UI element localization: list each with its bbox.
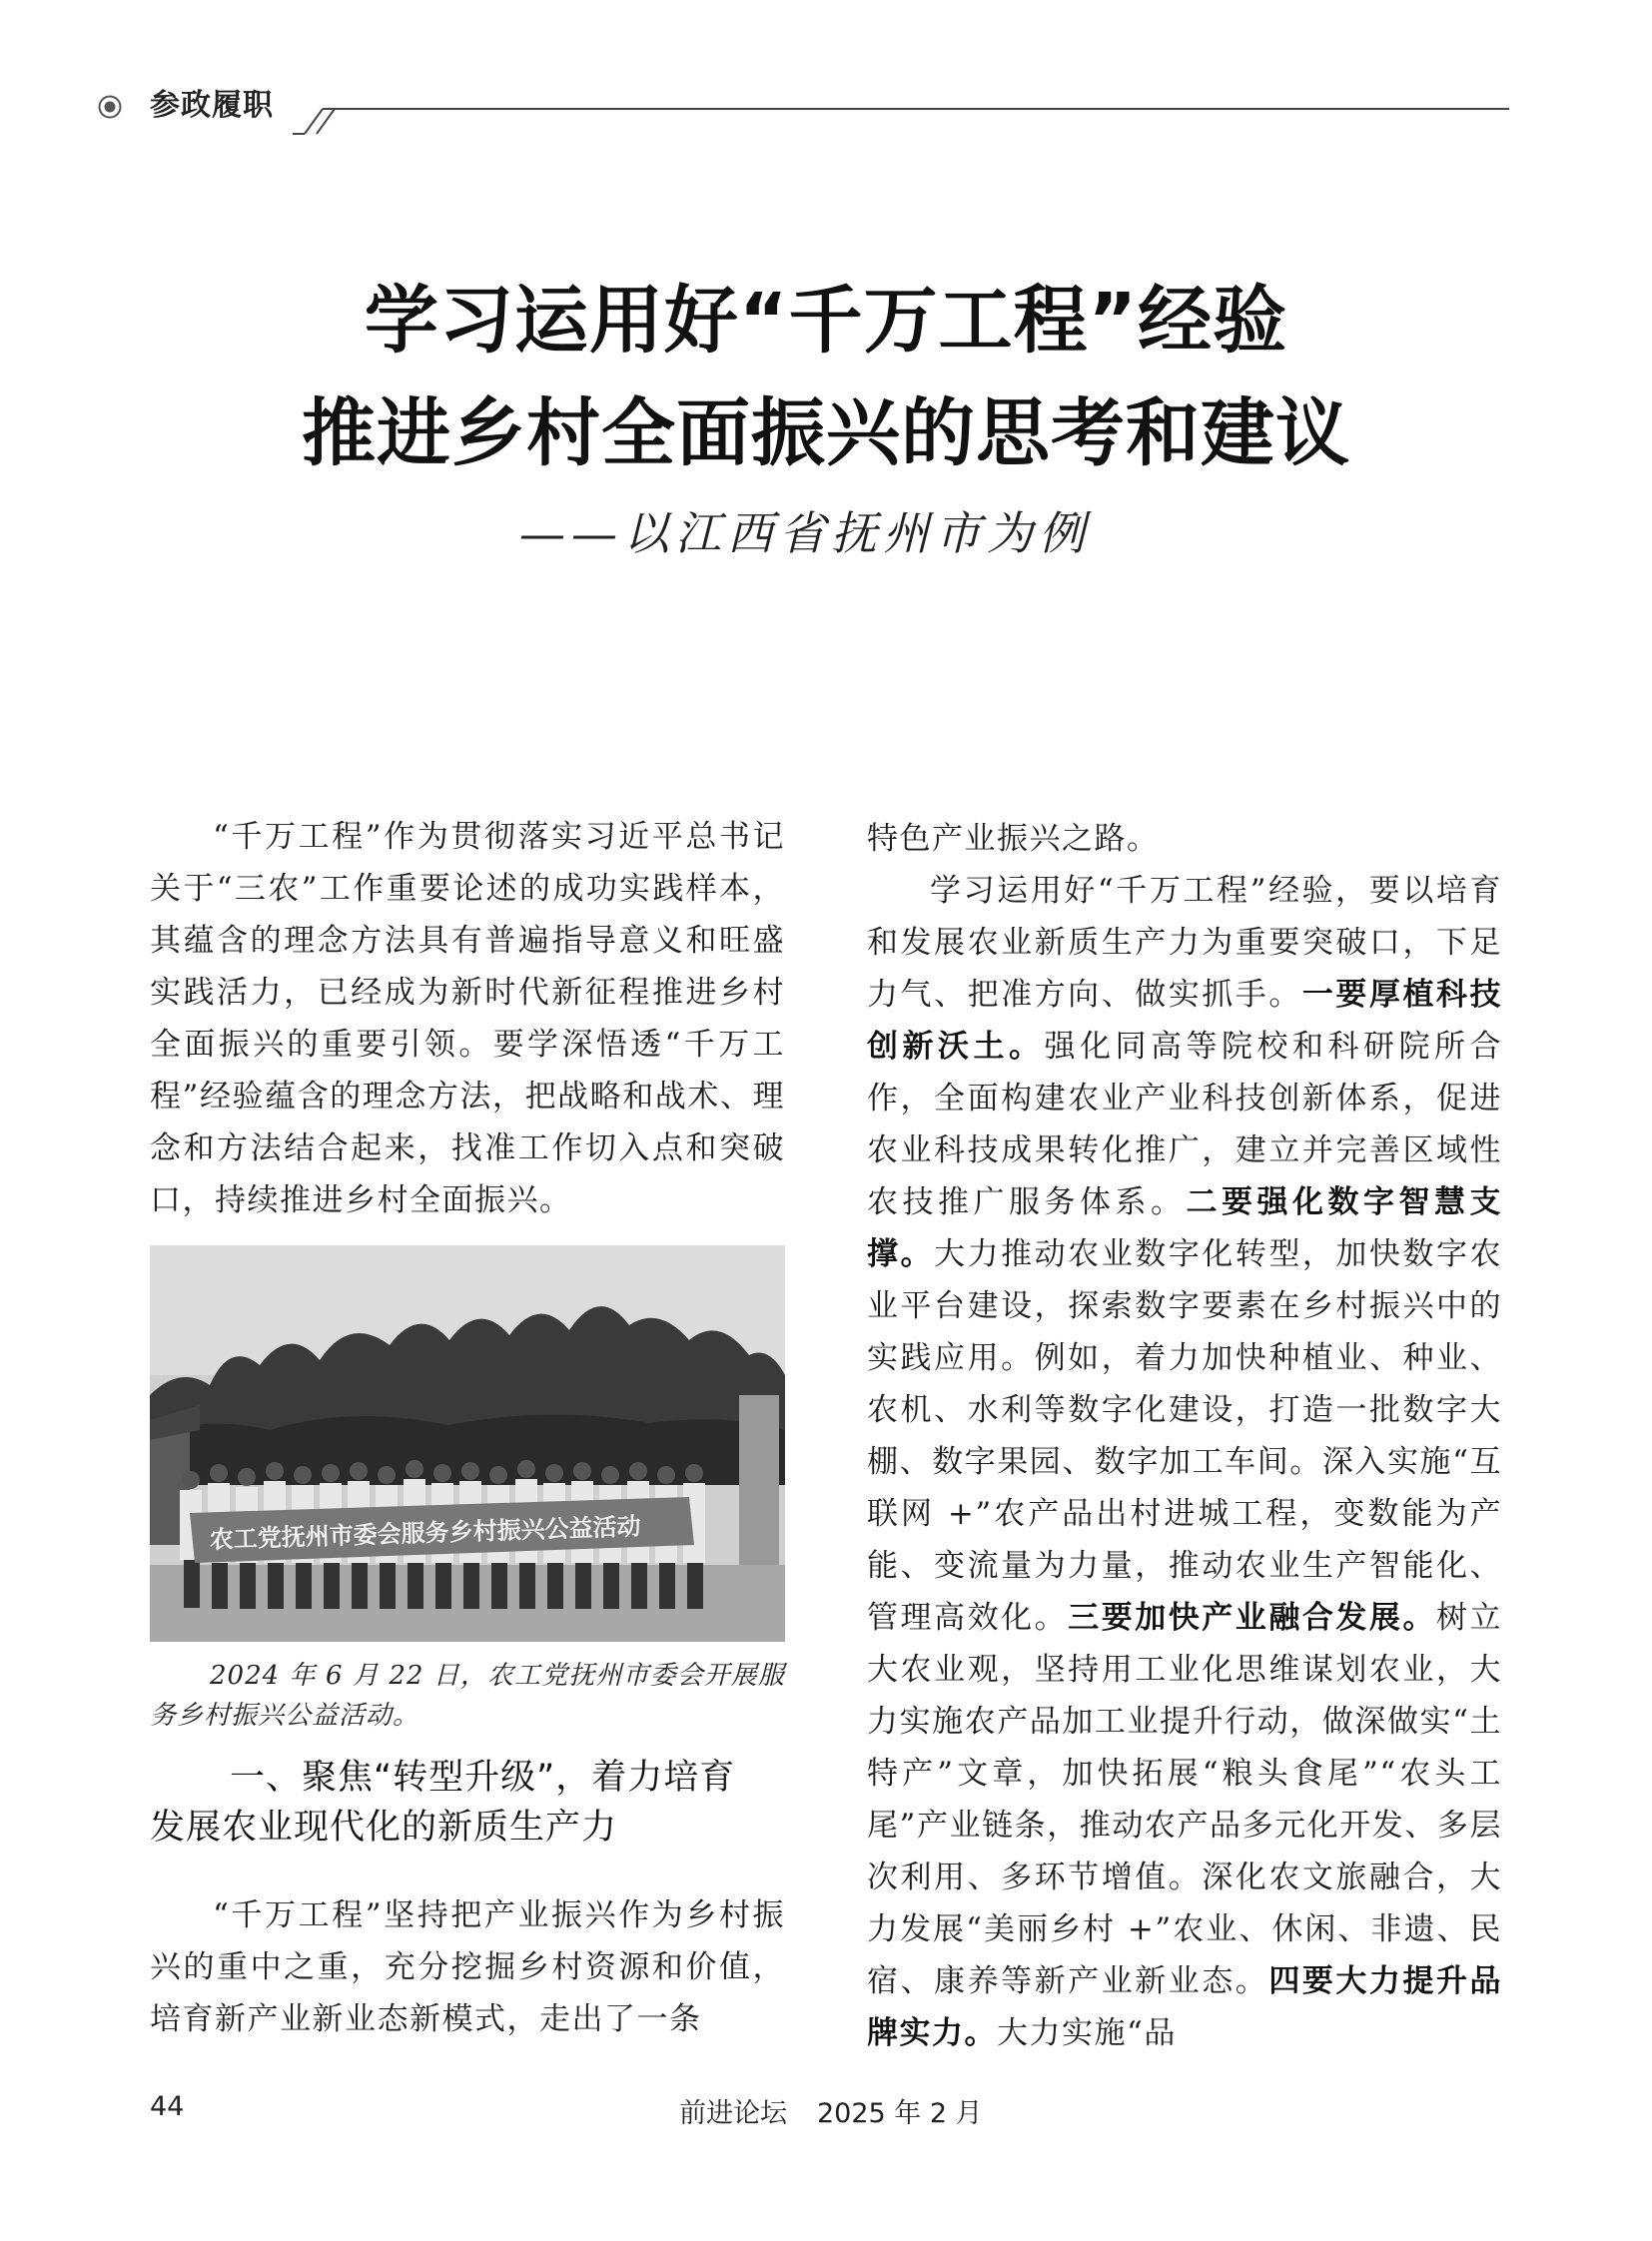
left-column-intro bbox=[150, 811, 785, 1226]
right-text-c: 强化同高等院校和科研院所合作，全面构建农业产业科技创新体系，促进农业科技成果转化推广，建立并完善区域性农技推广服务体系。 bbox=[867, 1029, 1502, 1220]
right-text-f: 大力实施“品 bbox=[997, 2015, 1177, 2051]
page-number: 44 bbox=[150, 2091, 185, 2122]
journal-footer bbox=[679, 2091, 983, 2130]
point-3-bold: 三要加快产业融合发展。 bbox=[1068, 1600, 1436, 1636]
left-column-body bbox=[150, 1889, 785, 2045]
event-photo bbox=[150, 1245, 785, 1642]
point-4-bold: 四要大力提升品牌实力。 bbox=[867, 1963, 1503, 2051]
article-title-line-1: 学习运用好“千万工程”经验 bbox=[364, 278, 1288, 364]
journal-name: 前进论坛 bbox=[679, 2098, 787, 2129]
section-heading bbox=[150, 1753, 785, 1853]
section-heading-line-1: 一、聚焦“转型升级”，着力培育 bbox=[230, 1758, 736, 1798]
group-photo-image bbox=[150, 1245, 785, 1642]
section-label: 参政履职 bbox=[150, 88, 274, 123]
right-paragraph bbox=[867, 865, 1502, 2059]
section-heading-line-2: 发展农业现代化的新质生产力 bbox=[150, 1808, 618, 1848]
continuation-line: 特色产业振兴之路。 bbox=[867, 821, 1160, 857]
section-paragraph: “千万工程”坚持把产业振兴作为乡村振兴的重中之重，充分挖掘乡村资源和价值，培育新产业新业态新模式，走出了一条 bbox=[150, 1897, 785, 2037]
caption-text: 2024 年 6 月 22 日，农工党抚州市委会开展服务乡村振兴公益活动。 bbox=[150, 1661, 785, 1731]
article-title-line-2: 推进乡村全面振兴的思考和建议 bbox=[302, 390, 1350, 476]
intro-paragraph: “千万工程”作为贯彻落实习近平总书记关于“三农”工作重要论述的成功实践样本，其蕴含的理念方法具有普遍指导意义和旺盛实践活力，已经成为新时代新征程推进乡村全面振兴的重要引领。要学深悟透“千万工程”经验蕴含的理念方法，把战略和战术、理念和方法结合起来，找准工作切入点和突破口，持续推进乡村全面振兴。 bbox=[150, 819, 785, 1218]
point-1-bold: 一要厚植科技创新沃土。 bbox=[867, 977, 1503, 1065]
header-rule bbox=[293, 106, 1511, 136]
banner-text: 农工党抚州市委会服务乡村振兴公益活动 bbox=[209, 1512, 641, 1554]
point-2-bold: 二要强化数字智慧支撑。 bbox=[867, 1184, 1502, 1272]
right-text-e: 树立大农业观，坚持用工业化思维谋划农业，大力实施农产品加工业提升行动，做深做实“土特产”文章，加快拓展“粮头食尾”“农头工尾”产业链条，推动农产品多元化开发、多层次利用、多环节增值。深化农文旅融合，大力发展“美丽乡村 +”农业、休闲、非遗、民宿、康养等新产业新业态。 bbox=[867, 1600, 1503, 1999]
photo-caption bbox=[150, 1656, 785, 1736]
right-column bbox=[867, 813, 1502, 2059]
article-subtitle: ——以江西省抚州市为例 bbox=[519, 506, 1091, 560]
issue-date: 2025 年 2 月 bbox=[817, 2098, 983, 2129]
right-text-a: 学习运用好“千万工程”经验，要以培育和发展农业新质生产力为重要突破口，下足力气、把准方向、做实抓手。 bbox=[867, 873, 1502, 1013]
right-text-d: 大力推动农业数字化转型，加快数字农业平台建设，探索数字要素在乡村振兴中的实践应用。例如，着力加快种植业、种业、农机、水利等数字化建设，打造一批数字大棚、数字果园、数字加工车间。深入实施“互联网 +”农产品出村进城工程，变数能为产能、变流量为力量，推动农业生产智能化、管理高效化。 bbox=[867, 1236, 1503, 1636]
target-circle-icon bbox=[98, 95, 122, 119]
section-header bbox=[98, 88, 1510, 140]
